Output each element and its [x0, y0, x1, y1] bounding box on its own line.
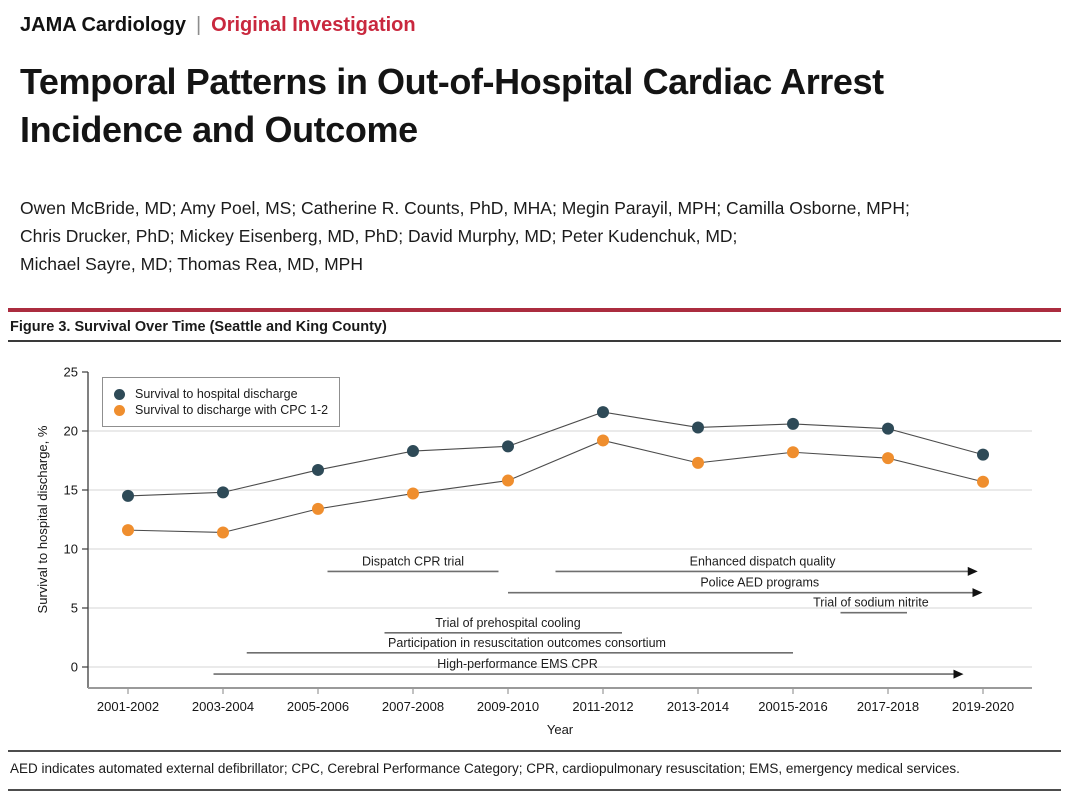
data-point [977, 476, 989, 488]
author-line-3: Michael Sayre, MD; Thomas Rea, MD, MPH [20, 254, 363, 274]
x-tick-label: 2003-2004 [191, 699, 255, 714]
footnote-bottom-rule [8, 789, 1061, 791]
timeline-label: Police AED programs [700, 575, 820, 590]
figure-3-chart [20, 352, 1050, 747]
article-title-line-1: Temporal Patterns in Out-of-Hospital Cardiac Arrest [20, 61, 884, 102]
legend-marker-dark-icon [114, 389, 125, 400]
timeline-label: Enhanced dispatch quality [689, 554, 836, 569]
data-point [597, 406, 609, 418]
y-axis-title: Survival to hospital discharge, % [35, 425, 50, 614]
x-tick-label: 2017-2018 [856, 699, 920, 714]
timeline-label: High-performance EMS CPR [437, 657, 598, 672]
timeline-arrowhead-icon [954, 670, 964, 679]
article-title-line-2: Incidence and Outcome [20, 108, 418, 150]
legend-label-cpc: Survival to discharge with CPC 1-2 [135, 403, 329, 417]
data-point [217, 486, 229, 498]
figure-heading-divider [8, 340, 1061, 342]
author-line-1: Owen McBride, MD; Amy Poel, MS; Catherine R. Counts, PhD, MHA; Megin Parayil, MPH; Camilla Osborne, MPH; [20, 198, 910, 218]
data-point [407, 488, 419, 500]
data-point [882, 423, 894, 435]
timeline-arrowhead-icon [973, 588, 983, 597]
data-point [977, 449, 989, 461]
x-tick-label: 2001-2002 [96, 699, 160, 714]
article-title [20, 58, 1040, 154]
data-point [407, 445, 419, 457]
legend-label-survival: Survival to hospital discharge [135, 387, 298, 401]
masthead-separator: | [195, 14, 202, 36]
y-tick-label: 15 [63, 482, 78, 498]
author-list [20, 194, 910, 278]
data-point [692, 457, 704, 469]
data-point [122, 524, 134, 536]
y-tick-label: 10 [63, 541, 78, 557]
legend-marker-orange-icon [114, 405, 125, 416]
x-axis-title: Year [546, 722, 574, 737]
y-tick-label: 5 [70, 600, 78, 616]
x-tick-label: 2011-2012 [572, 699, 634, 714]
chart-legend [102, 377, 340, 427]
x-tick-label: 2013-2014 [666, 699, 730, 714]
x-tick-label: 2019-2020 [951, 699, 1015, 714]
y-tick-label: 20 [63, 423, 78, 439]
y-tick-label: 25 [63, 364, 78, 380]
data-point [692, 421, 704, 433]
article-type-label: Original Investigation [211, 14, 416, 36]
timeline-arrowhead-icon [968, 567, 978, 576]
data-point [122, 490, 134, 502]
series-line-1 [128, 440, 983, 532]
y-tick-label: 0 [70, 659, 78, 675]
timeline-label: Trial of prehospital cooling [435, 615, 581, 630]
journal-name: JAMA Cardiology [20, 14, 186, 36]
data-point [312, 503, 324, 515]
journal-masthead [20, 14, 416, 37]
data-point [312, 464, 324, 476]
figure-heading: Figure 3. Survival Over Time (Seattle and King County) [10, 319, 387, 335]
timeline-label: Participation in resuscitation outcomes consortium [388, 635, 666, 650]
x-tick-label: 20015-2016 [758, 699, 828, 714]
data-point [217, 526, 229, 538]
footnote-top-rule [8, 750, 1061, 752]
x-tick-label: 2005-2006 [286, 699, 350, 714]
data-point [597, 434, 609, 446]
author-line-2: Chris Drucker, PhD; Mickey Eisenberg, MD, PhD; David Murphy, MD; Peter Kudenchuk, MD; [20, 226, 738, 246]
data-point [502, 475, 514, 487]
timeline-label: Dispatch CPR trial [361, 554, 465, 569]
timeline-label: Trial of sodium nitrite [813, 595, 929, 610]
legend-item-cpc [114, 403, 328, 417]
abbreviation-footnote: AED indicates automated external defibrillator; CPC, Cerebral Performance Category; CPR, cardiopulmonary resuscitation; EMS, emergency medical services. [10, 761, 960, 776]
data-point [787, 446, 799, 458]
x-tick-label: 2009-2010 [476, 699, 540, 714]
x-tick-label: 2007-2008 [381, 699, 445, 714]
data-point [882, 452, 894, 464]
legend-item-survival [114, 387, 328, 401]
figure-top-rule [8, 308, 1061, 312]
data-point [787, 418, 799, 430]
data-point [502, 440, 514, 452]
